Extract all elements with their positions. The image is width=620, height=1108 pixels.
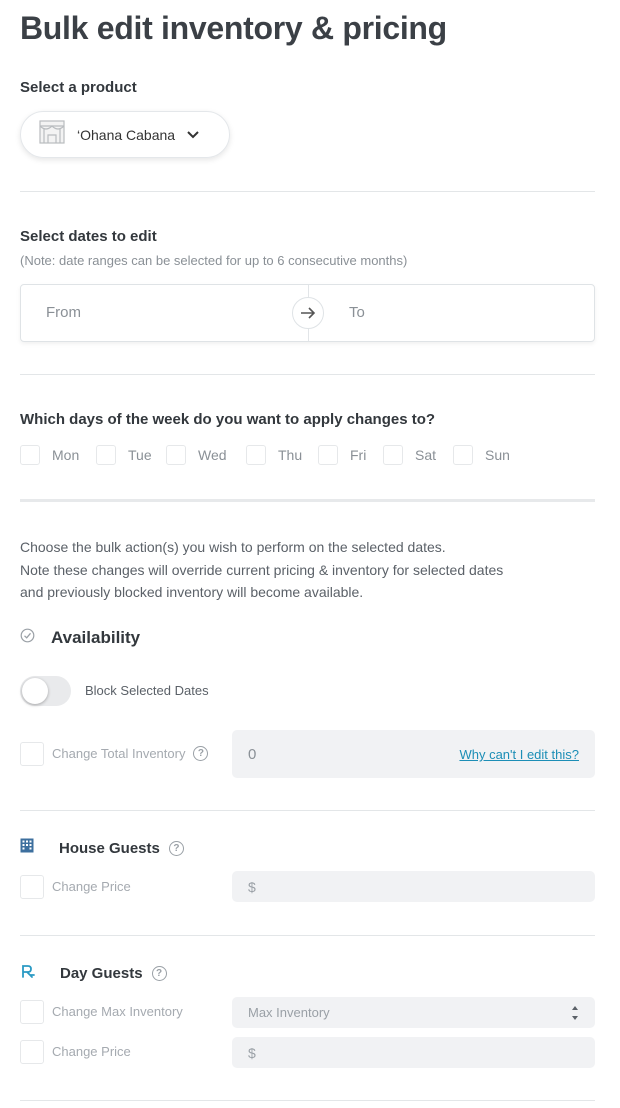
weekday-sat[interactable]: Sat bbox=[383, 445, 436, 465]
product-dropdown[interactable] bbox=[20, 111, 230, 158]
weekdays-label: Which days of the week do you want to apply changes to? bbox=[20, 411, 436, 428]
checkbox[interactable] bbox=[318, 445, 338, 465]
arrow-right-icon bbox=[292, 297, 324, 329]
building-icon bbox=[20, 838, 34, 858]
checkbox[interactable] bbox=[383, 445, 403, 465]
weekday-fri[interactable]: Fri bbox=[318, 445, 366, 465]
select-dates-label: Select dates to edit bbox=[20, 228, 157, 245]
house-change-price-label: Change Price bbox=[52, 879, 131, 894]
checkbox[interactable] bbox=[246, 445, 266, 465]
why-cant-edit-link[interactable]: Why can't I edit this? bbox=[459, 747, 579, 762]
total-inventory-value: 0 bbox=[248, 746, 257, 763]
sort-arrows-icon bbox=[571, 1003, 579, 1026]
change-max-inventory-checkbox[interactable] bbox=[20, 1000, 44, 1024]
day-guests-heading: Day Guests ? bbox=[20, 963, 167, 984]
dates-note: (Note: date ranges can be selected for up to 6 consecutive months) bbox=[20, 253, 408, 268]
change-max-inventory-label: Change Max Inventory bbox=[52, 1004, 183, 1019]
max-inventory-placeholder: Max Inventory bbox=[248, 1005, 330, 1020]
block-dates-label: Block Selected Dates bbox=[85, 683, 209, 698]
total-inventory-field bbox=[232, 730, 595, 778]
divider bbox=[20, 935, 595, 936]
selected-product: ‘Ohana Cabana bbox=[77, 126, 176, 143]
chevron-down-icon bbox=[187, 126, 199, 144]
change-total-inventory-label: Change Total Inventory bbox=[52, 746, 186, 761]
toggle-knob bbox=[22, 678, 48, 704]
checkbox[interactable] bbox=[20, 445, 40, 465]
page-title: Bulk edit inventory & pricing bbox=[20, 10, 447, 46]
day-change-price-checkbox[interactable] bbox=[20, 1040, 44, 1064]
day-change-price-label: Change Price bbox=[52, 1044, 131, 1059]
weekday-thu[interactable]: Thu bbox=[246, 445, 302, 465]
weekday-mon[interactable]: Mon bbox=[20, 445, 79, 465]
block-dates-toggle[interactable] bbox=[20, 676, 71, 706]
date-range-picker bbox=[20, 284, 595, 342]
house-guests-heading: House Guests ? bbox=[20, 838, 184, 858]
checkbox[interactable] bbox=[166, 445, 186, 465]
help-icon[interactable]: ? bbox=[152, 966, 167, 981]
help-icon[interactable]: ? bbox=[193, 746, 208, 761]
check-circle-icon bbox=[20, 628, 35, 648]
select-product-label: Select a product bbox=[20, 79, 137, 96]
from-date-input[interactable]: From bbox=[46, 304, 81, 321]
to-date-input[interactable]: To bbox=[349, 304, 365, 321]
cabana-icon bbox=[39, 120, 65, 149]
bulk-instructions: Choose the bulk action(s) you wish to perform on the selected dates. Note these changes will override current pricing & inventory for selected dates and previously blocked inventory will become available. bbox=[20, 539, 504, 600]
day-guest-icon bbox=[20, 963, 36, 984]
checkbox[interactable] bbox=[453, 445, 473, 465]
day-price-input[interactable] bbox=[232, 1037, 595, 1068]
divider bbox=[20, 374, 595, 375]
house-price-input[interactable] bbox=[232, 871, 595, 902]
divider bbox=[20, 499, 595, 502]
help-icon[interactable]: ? bbox=[169, 841, 184, 856]
max-inventory-select[interactable] bbox=[232, 997, 595, 1028]
divider bbox=[20, 1100, 595, 1101]
change-total-inventory-row bbox=[52, 746, 208, 761]
divider bbox=[20, 810, 595, 811]
weekday-sun[interactable]: Sun bbox=[453, 445, 510, 465]
price-placeholder: $ bbox=[248, 1045, 256, 1061]
price-placeholder: $ bbox=[248, 879, 256, 895]
checkbox[interactable] bbox=[96, 445, 116, 465]
house-change-price-checkbox[interactable] bbox=[20, 875, 44, 899]
weekday-tue[interactable]: Tue bbox=[96, 445, 152, 465]
change-total-inventory-checkbox[interactable] bbox=[20, 742, 44, 766]
weekday-wed[interactable]: Wed bbox=[166, 445, 227, 465]
divider bbox=[20, 191, 595, 192]
availability-heading: Availability bbox=[20, 628, 140, 648]
